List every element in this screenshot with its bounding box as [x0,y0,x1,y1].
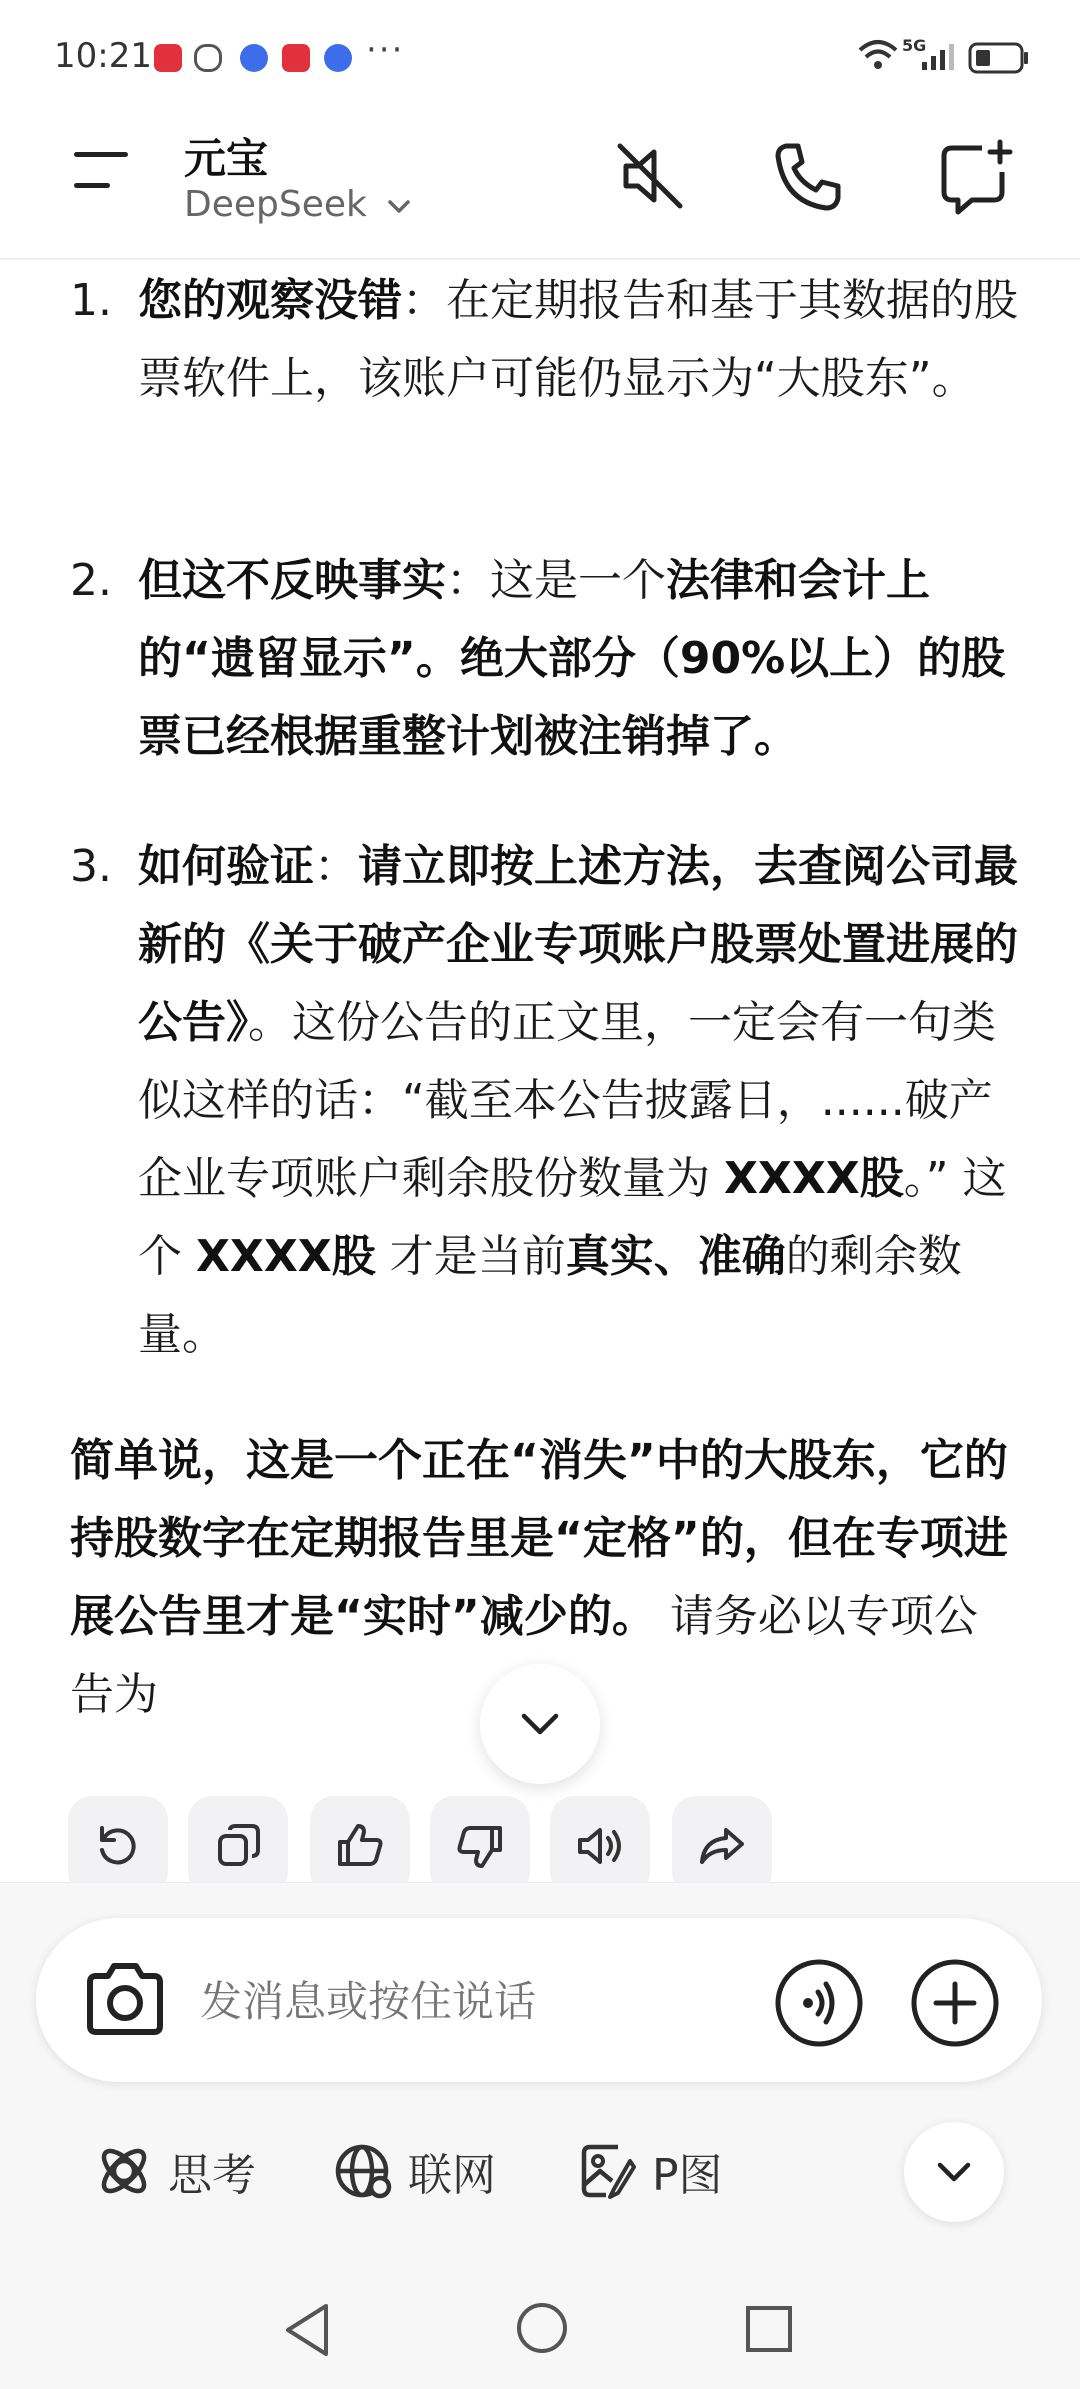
app-notification-icon [324,44,352,72]
voice-input-icon[interactable] [774,1958,864,2048]
home-icon[interactable] [514,2300,570,2356]
tool-label: 联网 [408,2150,496,2201]
chevron-down-icon [518,1710,562,1738]
summary-paragraph: 简单说，这是一个正在“消失”中的大股东，它的持股数字在定期报告里是“定格”的，但在专项进展公告里才是“实时”减少的。 请务必以专项公告为 [70,1435,1008,1720]
status-time: 10:21 [54,36,152,76]
chevron-down-icon [934,2159,974,2185]
app-notification-icon [282,44,310,72]
tool-think[interactable] [94,2136,256,2206]
app-notification-icon [240,44,268,72]
app-notification-icon [154,44,182,72]
refresh-icon [92,1820,144,1872]
copy-icon [212,1820,264,1872]
mute-speaker-icon[interactable] [612,138,688,214]
menu-icon[interactable] [72,150,134,190]
app-header [0,110,1080,260]
read-aloud-button[interactable] [550,1796,650,1896]
network-type: 5G [902,36,927,55]
think-icon [94,2141,154,2201]
more-notifications-icon: ··· [366,30,405,70]
new-chat-icon[interactable] [936,138,1016,218]
plus-icon[interactable] [910,1958,1000,2048]
battery-icon [968,42,1030,74]
message-actions [0,1796,1080,1882]
phone-icon[interactable] [770,138,846,214]
wifi-icon [858,38,898,72]
list-lead: 但这不反映事实 [138,555,446,606]
thumbs-up-icon [334,1820,386,1872]
chevron-down-icon [386,198,412,216]
recent-apps-icon[interactable] [744,2304,794,2354]
scroll-to-bottom-button[interactable] [480,1664,600,1784]
copy-button[interactable] [188,1796,288,1896]
list-number: 1. [70,275,112,326]
tool-label: P图 [652,2150,723,2201]
list-text: 您的观察没错：在定期报告和基于其数据的股票软件上，该账户可能仍显示为“大股东”。 [138,275,1018,404]
image-edit-icon [578,2141,638,2201]
collapse-tools-button[interactable] [904,2122,1004,2222]
list-number: 2. [70,555,112,606]
model-name: DeepSeek [184,184,367,225]
model-selector[interactable] [184,184,412,225]
dislike-button[interactable] [430,1796,530,1896]
wechat-icon [194,44,222,72]
list-number: 3. [70,841,112,892]
list-lead: 如何验证 [138,841,314,892]
regenerate-button[interactable] [68,1796,168,1896]
back-icon[interactable] [280,2300,334,2360]
app-title: 元宝 [184,134,269,183]
share-icon [696,1820,748,1872]
message-input[interactable] [200,1970,720,2034]
like-button[interactable] [310,1796,410,1896]
signal-icon [920,42,956,72]
camera-icon[interactable] [80,1960,170,2040]
tool-label: 思考 [168,2150,256,2201]
tool-image-edit[interactable] [578,2136,723,2206]
status-bar [0,0,1080,110]
share-button[interactable] [672,1796,772,1896]
globe-icon [334,2141,394,2201]
list-text: 但这不反映事实：这是一个法律和会计上的“遗留显示”。绝大部分（90%以上）的股票已经根据重整计划被注销掉了。 [138,555,1006,762]
speaker-icon [574,1820,626,1872]
list-lead: 您的观察没错 [138,275,402,326]
list-text: 如何验证：请立即按上述方法，去查阅公司最新的《关于破产企业专项账户股票处置进展的公告》。这份公告的正文里，一定会有一句类似这样的话：“截至本公告披露日，......破产企业专项账户剩余股份数量为 XXXX股。” 这个 XXXX股 才是当前真实、准确的剩余数量。 [138,841,1018,1360]
tool-web-search[interactable] [334,2136,496,2206]
thumbs-down-icon [454,1820,506,1872]
